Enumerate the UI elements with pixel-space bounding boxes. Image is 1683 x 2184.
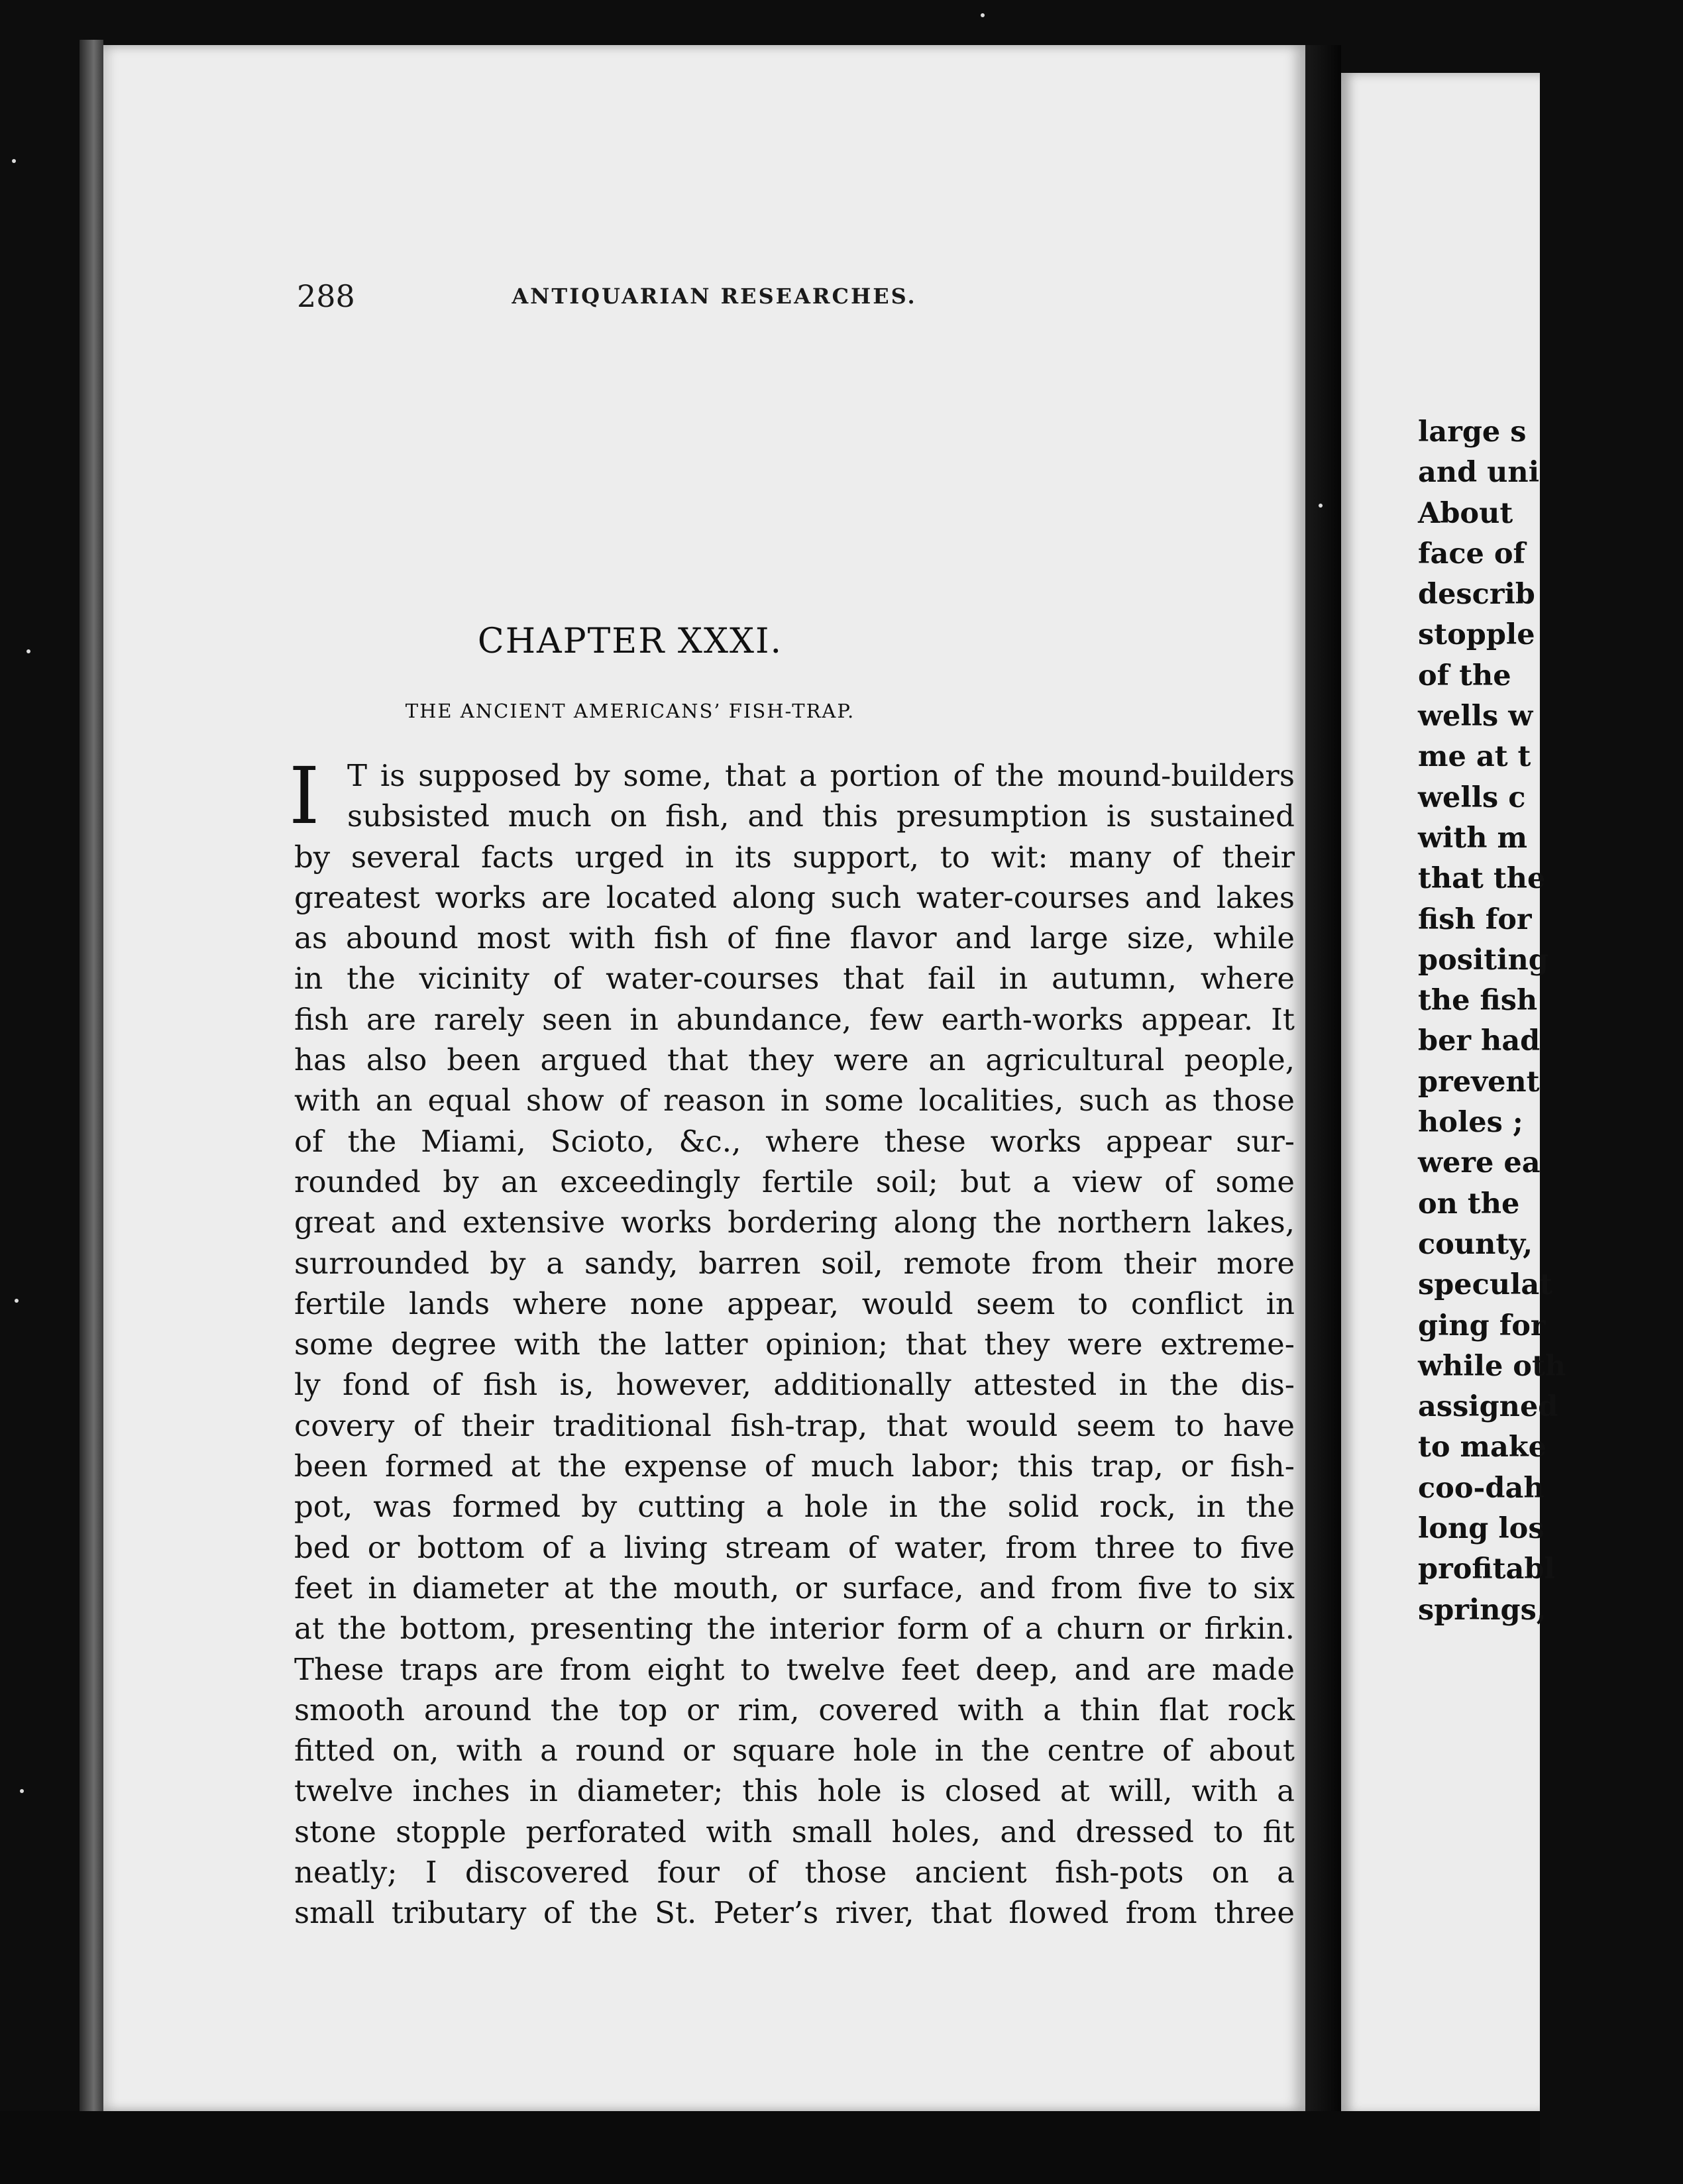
chapter-subtitle: THE ANCIENT AMERICANS’ FISH-TRAP.	[405, 700, 855, 722]
left-page	[103, 45, 1305, 2111]
right-text-line: fish for	[1418, 902, 1532, 936]
right-text-line: prevent	[1418, 1065, 1540, 1099]
text-line: greatest works are located along such water-courses and lakes	[294, 879, 1295, 915]
right-text-line: face of	[1418, 537, 1526, 571]
book-edge-left	[80, 40, 103, 2114]
chapter-title: CHAPTER XXXI.	[477, 622, 783, 661]
scan-speck	[1319, 504, 1323, 508]
running-header	[297, 278, 1297, 318]
right-text-line: positing	[1418, 943, 1548, 977]
text-line: These traps are from eight to twelve feet deep, and are made	[294, 1651, 1295, 1687]
right-text-line: coo-dah	[1418, 1471, 1545, 1505]
page-number: 288	[297, 278, 355, 314]
text-line: some degree with the latter opinion; that they were extreme-	[294, 1327, 1295, 1362]
text-line: bed or bottom of a living stream of water, from three to five	[294, 1529, 1295, 1565]
right-text-line: About	[1418, 496, 1513, 530]
scan-speck	[981, 13, 985, 17]
right-text-line: and uni	[1418, 456, 1540, 490]
drop-cap: I	[289, 750, 320, 842]
right-page	[1341, 73, 1566, 2114]
running-title: ANTIQUARIAN RESEARCHES.	[512, 284, 917, 309]
right-text-line: of the	[1418, 659, 1511, 692]
scan-speck	[15, 1299, 19, 1303]
right-text-line: holes ;	[1418, 1106, 1523, 1140]
text-line: been formed at the expense of much labor; this trap, or fish-	[294, 1448, 1295, 1484]
text-line: twelve inches in diameter; this hole is closed at will, with a	[294, 1773, 1295, 1809]
right-text-line: the fish	[1418, 984, 1538, 1018]
text-line: subsisted much on fish, and this presumption is sustained	[347, 798, 1295, 834]
right-text-line: county,	[1418, 1227, 1533, 1261]
text-line: with an equal show of reason in some localities, such as those	[294, 1083, 1295, 1119]
text-line: as abound most with fish of fine flavor and large size, while	[294, 920, 1295, 956]
text-line: fertile lands where none appear, would seem to conflict in	[294, 1285, 1295, 1321]
text-line: pot, was formed by cutting a hole in the solid rock, in the	[294, 1489, 1295, 1525]
right-text-line: to make	[1418, 1431, 1547, 1464]
right-text-line: me at t	[1418, 740, 1531, 774]
text-line-content: T is supposed by some, that a portion of the mound-builders	[347, 758, 1295, 793]
right-text-line: large s	[1418, 415, 1527, 449]
right-text-line: with m	[1418, 821, 1527, 855]
right-text-line: long los	[1418, 1512, 1545, 1546]
right-text-line: ber had	[1418, 1024, 1541, 1058]
right-text-line: ging for	[1418, 1309, 1546, 1342]
right-text-line: speculat	[1418, 1268, 1553, 1302]
right-text-line: while oth	[1418, 1349, 1566, 1383]
text-line: small tributary of the St. Peter’s river, that flowed from three	[294, 1895, 1295, 1931]
scan-background-bottom	[0, 2111, 1540, 2184]
right-text-line: describ	[1418, 578, 1535, 612]
text-line: neatly; I discovered four of those ancient fish-pots on a	[294, 1855, 1295, 1890]
text-line: by several facts urged in its support, to wit: many of their	[294, 839, 1295, 875]
right-text-line: assigned	[1418, 1390, 1558, 1424]
scan-speck	[20, 1789, 24, 1793]
text-line: smooth around the top or rim, covered with a thin flat rock	[294, 1692, 1295, 1727]
text-line: of the Miami, Scioto, &c., where these works appear sur-	[294, 1123, 1295, 1159]
book-gutter	[1305, 45, 1341, 2111]
right-text-line: were ea	[1418, 1146, 1541, 1180]
right-text-line: springs,	[1418, 1593, 1547, 1627]
text-line: covery of their traditional fish-trap, that would seem to have	[294, 1407, 1295, 1443]
text-line: stone stopple perforated with small holes, and dressed to fit	[294, 1814, 1295, 1849]
right-text-line: wells c	[1418, 781, 1526, 814]
right-text-line: that the	[1418, 862, 1546, 896]
right-page-text	[1418, 412, 1683, 1631]
text-line: feet in diameter at the mouth, or surface, and from five to six	[294, 1570, 1295, 1606]
right-text-line: wells w	[1418, 700, 1533, 734]
right-text-line: profitabl	[1418, 1553, 1555, 1586]
body-text	[289, 750, 1295, 1934]
text-line: has also been argued that they were an agricultural people,	[294, 1042, 1295, 1078]
scan-speck	[12, 159, 16, 163]
text-line: great and extensive works bordering along the northern lakes,	[294, 1205, 1295, 1240]
text-line: surrounded by a sandy, barren soil, remote from their more	[294, 1245, 1295, 1281]
text-line: fish are rarely seen in abundance, few earth-works appear. It	[294, 1001, 1295, 1037]
scan-speck	[27, 649, 30, 653]
text-line: fitted on, with a round or square hole in the centre of about	[294, 1733, 1295, 1769]
text-line: in the vicinity of water-courses that fail in autumn, where	[294, 961, 1295, 997]
text-line: at the bottom, presenting the interior form of a churn or firkin.	[294, 1611, 1295, 1647]
right-text-line: stopple	[1418, 618, 1535, 652]
text-line: ly fond of fish is, however, additionally attested in the dis-	[294, 1367, 1295, 1403]
right-text-line: on the	[1418, 1187, 1520, 1221]
text-line: rounded by an exceedingly fertile soil; but a view of some	[294, 1164, 1295, 1199]
